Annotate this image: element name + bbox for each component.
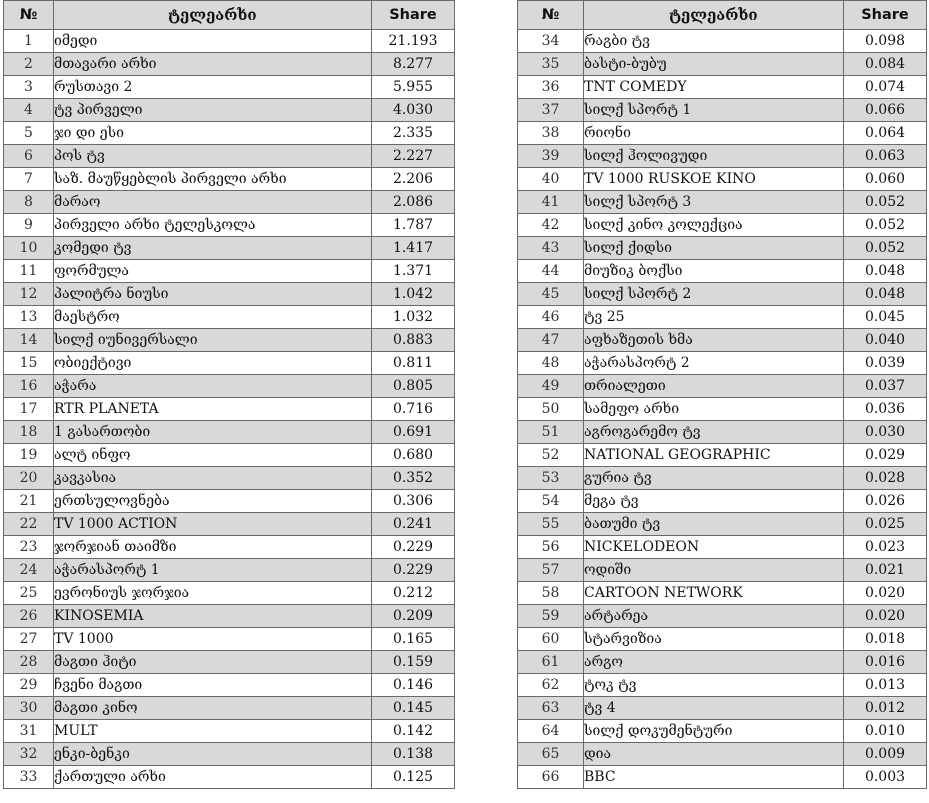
share-value: 0.009 bbox=[844, 743, 927, 766]
channel-name: ტვ პირველი bbox=[54, 99, 372, 122]
channel-name: ჩვენი მაგთი bbox=[54, 674, 372, 697]
channel-name: მაგთი ჰიტი bbox=[54, 651, 372, 674]
table-row bbox=[4, 398, 455, 421]
share-value: 0.716 bbox=[372, 398, 455, 421]
row-number: 57 bbox=[518, 559, 584, 582]
row-number: 58 bbox=[518, 582, 584, 605]
table-row bbox=[4, 536, 455, 559]
ratings-table-left bbox=[3, 0, 455, 789]
row-number: 32 bbox=[4, 743, 54, 766]
channel-name: აჭარასპორტ 2 bbox=[584, 352, 844, 375]
share-value: 1.371 bbox=[372, 260, 455, 283]
row-number: 9 bbox=[4, 214, 54, 237]
row-number: 35 bbox=[518, 53, 584, 76]
share-value: 0.016 bbox=[844, 651, 927, 674]
table-row bbox=[4, 76, 455, 99]
row-number: 25 bbox=[4, 582, 54, 605]
table-row bbox=[518, 53, 927, 76]
row-number: 13 bbox=[4, 306, 54, 329]
channel-name: სილქ ქიდსი bbox=[584, 237, 844, 260]
table-row bbox=[518, 490, 927, 513]
share-value: 0.142 bbox=[372, 720, 455, 743]
row-number: 28 bbox=[4, 651, 54, 674]
share-value: 21.193 bbox=[372, 30, 455, 53]
share-value: 2.335 bbox=[372, 122, 455, 145]
table-row bbox=[4, 766, 455, 789]
share-value: 0.212 bbox=[372, 582, 455, 605]
table-row bbox=[518, 145, 927, 168]
channel-name: მეგა ტვ bbox=[584, 490, 844, 513]
row-number: 19 bbox=[4, 444, 54, 467]
table-row bbox=[518, 375, 927, 398]
channel-name: NATIONAL GEOGRAPHIC bbox=[584, 444, 844, 467]
share-value: 0.691 bbox=[372, 421, 455, 444]
channel-name: ალტ ინფო bbox=[54, 444, 372, 467]
row-number: 53 bbox=[518, 467, 584, 490]
row-number: 5 bbox=[4, 122, 54, 145]
channel-name: არგო bbox=[584, 651, 844, 674]
channel-name: სამეფო არხი bbox=[584, 398, 844, 421]
table-row bbox=[4, 421, 455, 444]
row-number: 40 bbox=[518, 168, 584, 191]
row-number: 64 bbox=[518, 720, 584, 743]
share-value: 0.021 bbox=[844, 559, 927, 582]
header-row bbox=[4, 1, 455, 30]
table-row bbox=[4, 697, 455, 720]
table-row bbox=[518, 674, 927, 697]
table-row bbox=[4, 214, 455, 237]
table-row bbox=[4, 628, 455, 651]
table-row bbox=[4, 605, 455, 628]
table-row bbox=[4, 145, 455, 168]
share-value: 0.241 bbox=[372, 513, 455, 536]
row-number: 14 bbox=[4, 329, 54, 352]
row-number: 30 bbox=[4, 697, 54, 720]
header-share: Share bbox=[844, 1, 927, 30]
table-row bbox=[518, 467, 927, 490]
table-row bbox=[4, 743, 455, 766]
table-row bbox=[518, 30, 927, 53]
table-row bbox=[518, 398, 927, 421]
table-row bbox=[518, 513, 927, 536]
table-row bbox=[518, 352, 927, 375]
table-row bbox=[4, 467, 455, 490]
table-row bbox=[518, 214, 927, 237]
table-row bbox=[518, 76, 927, 99]
table-row bbox=[4, 53, 455, 76]
share-value: 0.029 bbox=[844, 444, 927, 467]
table-row bbox=[518, 283, 927, 306]
row-number: 54 bbox=[518, 490, 584, 513]
row-number: 16 bbox=[4, 375, 54, 398]
share-value: 0.013 bbox=[844, 674, 927, 697]
share-value: 1.042 bbox=[372, 283, 455, 306]
channel-name: 1 გასართობი bbox=[54, 421, 372, 444]
share-value: 0.060 bbox=[844, 168, 927, 191]
share-value: 0.040 bbox=[844, 329, 927, 352]
table-row bbox=[518, 260, 927, 283]
table-row bbox=[4, 375, 455, 398]
row-number: 60 bbox=[518, 628, 584, 651]
channel-name: ტვ 4 bbox=[584, 697, 844, 720]
header-num: № bbox=[4, 1, 54, 30]
table-row bbox=[4, 237, 455, 260]
row-number: 11 bbox=[4, 260, 54, 283]
share-value: 0.145 bbox=[372, 697, 455, 720]
channel-name: დია bbox=[584, 743, 844, 766]
table-row bbox=[518, 651, 927, 674]
channel-name: სილქ სპორტ 1 bbox=[584, 99, 844, 122]
channel-name: ტვ 25 bbox=[584, 306, 844, 329]
row-number: 18 bbox=[4, 421, 54, 444]
header-channel: ტელეარხი bbox=[584, 1, 844, 30]
share-value: 0.036 bbox=[844, 398, 927, 421]
share-value: 0.138 bbox=[372, 743, 455, 766]
row-number: 23 bbox=[4, 536, 54, 559]
header-num: № bbox=[518, 1, 584, 30]
share-value: 0.026 bbox=[844, 490, 927, 513]
table-row bbox=[4, 122, 455, 145]
share-value: 1.032 bbox=[372, 306, 455, 329]
table-row bbox=[4, 559, 455, 582]
row-number: 59 bbox=[518, 605, 584, 628]
row-number: 63 bbox=[518, 697, 584, 720]
table-row bbox=[518, 122, 927, 145]
share-value: 0.037 bbox=[844, 375, 927, 398]
row-number: 55 bbox=[518, 513, 584, 536]
row-number: 41 bbox=[518, 191, 584, 214]
row-number: 8 bbox=[4, 191, 54, 214]
share-value: 0.003 bbox=[844, 766, 927, 789]
row-number: 10 bbox=[4, 237, 54, 260]
share-value: 0.063 bbox=[844, 145, 927, 168]
table-row bbox=[518, 743, 927, 766]
channel-name: თრიალეთი bbox=[584, 375, 844, 398]
channel-name: სტარვიზია bbox=[584, 628, 844, 651]
table-row bbox=[4, 582, 455, 605]
table-row bbox=[4, 513, 455, 536]
row-number: 7 bbox=[4, 168, 54, 191]
share-value: 8.277 bbox=[372, 53, 455, 76]
share-value: 0.811 bbox=[372, 352, 455, 375]
table-row bbox=[518, 766, 927, 789]
channel-name: რაგბი ტვ bbox=[584, 30, 844, 53]
ratings-table-right bbox=[517, 0, 927, 789]
share-value: 0.020 bbox=[844, 605, 927, 628]
share-value: 0.883 bbox=[372, 329, 455, 352]
table-row bbox=[518, 421, 927, 444]
channel-name: სილქ იუნივერსალი bbox=[54, 329, 372, 352]
row-number: 15 bbox=[4, 352, 54, 375]
channel-name: ობიექტივი bbox=[54, 352, 372, 375]
row-number: 26 bbox=[4, 605, 54, 628]
row-number: 50 bbox=[518, 398, 584, 421]
table-row bbox=[4, 490, 455, 513]
channel-name: ბასტი-ბუბუ bbox=[584, 53, 844, 76]
share-value: 0.030 bbox=[844, 421, 927, 444]
share-value: 0.229 bbox=[372, 536, 455, 559]
table-row bbox=[518, 306, 927, 329]
share-value: 0.048 bbox=[844, 283, 927, 306]
share-value: 0.018 bbox=[844, 628, 927, 651]
header-share: Share bbox=[372, 1, 455, 30]
row-number: 65 bbox=[518, 743, 584, 766]
share-value: 0.064 bbox=[844, 122, 927, 145]
row-number: 46 bbox=[518, 306, 584, 329]
table-row bbox=[4, 306, 455, 329]
share-value: 0.010 bbox=[844, 720, 927, 743]
row-number: 66 bbox=[518, 766, 584, 789]
row-number: 48 bbox=[518, 352, 584, 375]
share-value: 2.227 bbox=[372, 145, 455, 168]
channel-name: NICKELODEON bbox=[584, 536, 844, 559]
row-number: 38 bbox=[518, 122, 584, 145]
channel-name: ერთსულოვნება bbox=[54, 490, 372, 513]
row-number: 34 bbox=[518, 30, 584, 53]
row-number: 61 bbox=[518, 651, 584, 674]
channel-name: TV 1000 ACTION bbox=[54, 513, 372, 536]
table-row bbox=[518, 559, 927, 582]
row-number: 31 bbox=[4, 720, 54, 743]
table-row bbox=[518, 536, 927, 559]
share-value: 0.229 bbox=[372, 559, 455, 582]
channel-name: არტარეა bbox=[584, 605, 844, 628]
table-row bbox=[4, 720, 455, 743]
share-value: 0.020 bbox=[844, 582, 927, 605]
channel-name: CARTOON NETWORK bbox=[584, 582, 844, 605]
channel-name: პოს ტვ bbox=[54, 145, 372, 168]
table-row bbox=[518, 444, 927, 467]
header-row bbox=[518, 1, 927, 30]
row-number: 52 bbox=[518, 444, 584, 467]
table-row bbox=[4, 674, 455, 697]
row-number: 27 bbox=[4, 628, 54, 651]
channel-name: მაესტრო bbox=[54, 306, 372, 329]
channel-name: სილქ სპორტ 3 bbox=[584, 191, 844, 214]
share-value: 0.146 bbox=[372, 674, 455, 697]
channel-name: KINOSEMIA bbox=[54, 605, 372, 628]
share-value: 0.074 bbox=[844, 76, 927, 99]
channel-name: ქართული არხი bbox=[54, 766, 372, 789]
channel-name: კომედი ტვ bbox=[54, 237, 372, 260]
channel-name: ევრონიუს ჯორჯია bbox=[54, 582, 372, 605]
share-value: 0.023 bbox=[844, 536, 927, 559]
table-row bbox=[518, 99, 927, 122]
share-value: 0.084 bbox=[844, 53, 927, 76]
share-value: 0.125 bbox=[372, 766, 455, 789]
share-value: 0.098 bbox=[844, 30, 927, 53]
share-value: 0.066 bbox=[844, 99, 927, 122]
channel-name: RTR PLANETA bbox=[54, 398, 372, 421]
channel-name: აფხაზეთის ხმა bbox=[584, 329, 844, 352]
channel-name: კავკასია bbox=[54, 467, 372, 490]
row-number: 24 bbox=[4, 559, 54, 582]
row-number: 47 bbox=[518, 329, 584, 352]
table-row bbox=[4, 329, 455, 352]
row-number: 6 bbox=[4, 145, 54, 168]
row-number: 44 bbox=[518, 260, 584, 283]
channel-name: საზ. მაუწყებლის პირველი არხი bbox=[54, 168, 372, 191]
channel-name: ფორმულა bbox=[54, 260, 372, 283]
table-row bbox=[4, 191, 455, 214]
channel-name: პირველი არხი ტელესკოლა bbox=[54, 214, 372, 237]
row-number: 42 bbox=[518, 214, 584, 237]
row-number: 22 bbox=[4, 513, 54, 536]
row-number: 36 bbox=[518, 76, 584, 99]
table-row bbox=[4, 283, 455, 306]
share-value: 0.165 bbox=[372, 628, 455, 651]
channel-name: ტოკ ტვ bbox=[584, 674, 844, 697]
share-value: 2.086 bbox=[372, 191, 455, 214]
row-number: 45 bbox=[518, 283, 584, 306]
share-value: 0.012 bbox=[844, 697, 927, 720]
channel-name: რიონი bbox=[584, 122, 844, 145]
channel-name: პალიტრა ნიუსი bbox=[54, 283, 372, 306]
channel-name: მაგთი კინო bbox=[54, 697, 372, 720]
table-row bbox=[4, 651, 455, 674]
share-value: 4.030 bbox=[372, 99, 455, 122]
table-row bbox=[518, 720, 927, 743]
channel-name: ოდიში bbox=[584, 559, 844, 582]
channel-name: აჭარა bbox=[54, 375, 372, 398]
table-row bbox=[518, 191, 927, 214]
channel-name: გურია ტვ bbox=[584, 467, 844, 490]
share-value: 0.052 bbox=[844, 191, 927, 214]
channel-name: მიუზიკ ბოქსი bbox=[584, 260, 844, 283]
channel-name: აჭარასპორტ 1 bbox=[54, 559, 372, 582]
table-row bbox=[518, 168, 927, 191]
row-number: 29 bbox=[4, 674, 54, 697]
channel-name: მარაო bbox=[54, 191, 372, 214]
table-row bbox=[518, 237, 927, 260]
table-row bbox=[518, 582, 927, 605]
channel-name: ჯორჯიან თაიმზი bbox=[54, 536, 372, 559]
share-value: 0.052 bbox=[844, 214, 927, 237]
share-value: 0.306 bbox=[372, 490, 455, 513]
row-number: 20 bbox=[4, 467, 54, 490]
row-number: 37 bbox=[518, 99, 584, 122]
share-value: 0.052 bbox=[844, 237, 927, 260]
row-number: 3 bbox=[4, 76, 54, 99]
channel-name: ჯი დი ესი bbox=[54, 122, 372, 145]
table-row bbox=[518, 329, 927, 352]
table-row bbox=[4, 30, 455, 53]
row-number: 12 bbox=[4, 283, 54, 306]
table-row bbox=[4, 352, 455, 375]
channel-name: რუსთავი 2 bbox=[54, 76, 372, 99]
channel-name: TV 1000 bbox=[54, 628, 372, 651]
row-number: 2 bbox=[4, 53, 54, 76]
table-row bbox=[518, 697, 927, 720]
channel-name: მთავარი არხი bbox=[54, 53, 372, 76]
share-value: 0.352 bbox=[372, 467, 455, 490]
channel-name: სილქ ჰოლივუდი bbox=[584, 145, 844, 168]
table-row bbox=[518, 628, 927, 651]
share-value: 2.206 bbox=[372, 168, 455, 191]
share-value: 0.039 bbox=[844, 352, 927, 375]
share-value: 1.417 bbox=[372, 237, 455, 260]
table-row bbox=[4, 444, 455, 467]
row-number: 33 bbox=[4, 766, 54, 789]
row-number: 1 bbox=[4, 30, 54, 53]
row-number: 21 bbox=[4, 490, 54, 513]
share-value: 0.045 bbox=[844, 306, 927, 329]
share-value: 0.805 bbox=[372, 375, 455, 398]
channel-name: ბათუმი ტვ bbox=[584, 513, 844, 536]
channel-name: BBC bbox=[584, 766, 844, 789]
row-number: 4 bbox=[4, 99, 54, 122]
channel-name: სილქ კინო კოლექცია bbox=[584, 214, 844, 237]
share-value: 0.159 bbox=[372, 651, 455, 674]
row-number: 56 bbox=[518, 536, 584, 559]
share-value: 0.209 bbox=[372, 605, 455, 628]
channel-name: სილქ დოკუმენტური bbox=[584, 720, 844, 743]
channel-name: TNT COMEDY bbox=[584, 76, 844, 99]
table-row bbox=[4, 168, 455, 191]
row-number: 49 bbox=[518, 375, 584, 398]
channel-name: აგროგარემო ტვ bbox=[584, 421, 844, 444]
channel-name: სილქ სპორტ 2 bbox=[584, 283, 844, 306]
share-value: 5.955 bbox=[372, 76, 455, 99]
table-row bbox=[518, 605, 927, 628]
channel-name: ენკი-ბენკი bbox=[54, 743, 372, 766]
row-number: 17 bbox=[4, 398, 54, 421]
table-row bbox=[4, 99, 455, 122]
row-number: 43 bbox=[518, 237, 584, 260]
share-value: 0.028 bbox=[844, 467, 927, 490]
header-channel: ტელეარხი bbox=[54, 1, 372, 30]
row-number: 39 bbox=[518, 145, 584, 168]
channel-name: იმედი bbox=[54, 30, 372, 53]
row-number: 51 bbox=[518, 421, 584, 444]
share-value: 0.048 bbox=[844, 260, 927, 283]
channel-name: TV 1000 RUSKOE KINO bbox=[584, 168, 844, 191]
channel-name: MULT bbox=[54, 720, 372, 743]
share-value: 0.025 bbox=[844, 513, 927, 536]
share-value: 0.680 bbox=[372, 444, 455, 467]
share-value: 1.787 bbox=[372, 214, 455, 237]
table-row bbox=[4, 260, 455, 283]
row-number: 62 bbox=[518, 674, 584, 697]
